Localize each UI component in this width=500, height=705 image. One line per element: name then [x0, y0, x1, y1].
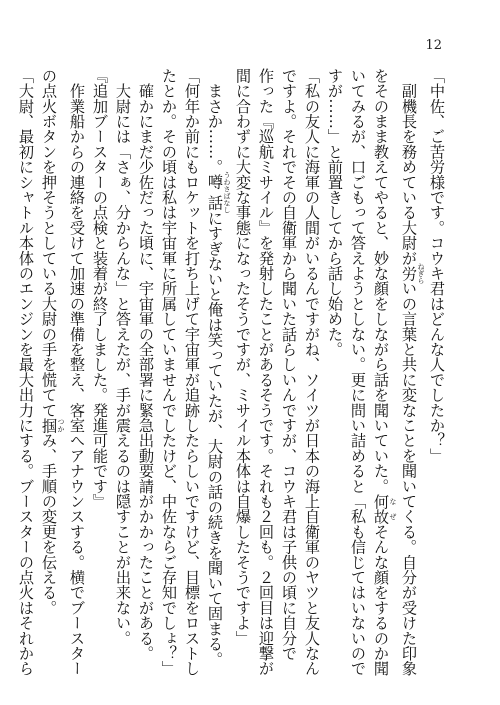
text-line: 作業船からの連絡を受けて加速の準備を整え、客室へアナウンスする。横でブースター	[68, 68, 86, 676]
text-line: 作った『巡航ミサイル』を発射したことがあるそうです。それも２回も。２回目は迎撃が	[257, 68, 275, 676]
text-line: すが……」と前置きしてから話し始めた。	[326, 68, 344, 357]
text-line: 副機長を務めている大尉が労 ねぎらいの言葉と共に変なことを聞いてくる。自分が受けた印象	[400, 68, 425, 677]
page-number: 12	[425, 38, 442, 53]
text-line: 確かにまだ少佐だった頃に、宇宙軍の全部署に緊急出動要請がかかったことがある。	[137, 68, 155, 661]
text-line: たとか。その頃は私は宇宙軍に所属していませんでしたけど、中佐ならご存知でしょ？」	[160, 68, 178, 676]
text-line: 「大尉、最初にシャトル本体のエンジンを最大出力にする。ブースターの点火はそれから	[17, 68, 35, 676]
text-line: ですよ。それでその自衛軍から聞いた話らしいんですが、コウキ君は子供の頃に自分で	[280, 68, 298, 661]
text-line: 『追加ブースターの点検と装着が終了しました。発進可能です』	[91, 68, 109, 509]
ruby-annotation: 噂話 うわさばなし	[206, 171, 231, 214]
body-text	[17, 68, 448, 677]
text-line: の点火ボタンを押そうとしている大尉の手を慌てて掴 つかみ、手順の変更を伝える。	[40, 68, 65, 616]
text-line: 大尉には「さぁ、分からんな」と答えたが、手が震えるのは隠すことが出来ない。	[114, 68, 132, 646]
text-line: をそのまま教えてやると、妙な顔をしながら話を聞いていた。何故 なぜそんな顔をするのか聞	[372, 68, 397, 677]
text-line: まさか……。噂話 うわさばなしにすぎないと俺は笑っていたが、大尉の話の続きを聞いて固まる。	[206, 68, 231, 667]
ruby-annotation: 何故 なぜ	[372, 493, 397, 525]
text-line: 「中佐、ご苦労様です。コウキ君はどんな人でしたか？」	[428, 68, 446, 464]
ruby-annotation: 労 ねぎら	[400, 262, 425, 284]
text-line: 「私の友人に海軍の人間がいるんですがね、ソイツが日本の海上自衛軍のヤツと友人なん	[303, 68, 321, 676]
ruby-annotation: 掴 つか	[40, 417, 65, 433]
text-line: 間に合わずに大変な事態になったそうですが、ミサイル本体は自爆したそうですよ」	[234, 68, 252, 646]
text-line: いてみるが、口ごもって答えようとしない。更に問い詰めると「私も信じてはいないので	[349, 68, 367, 676]
text-line: 「何年か前にもロケットを打ち上げて宇宙軍が追跡したらしいですけど、目標をロストし	[183, 68, 201, 676]
